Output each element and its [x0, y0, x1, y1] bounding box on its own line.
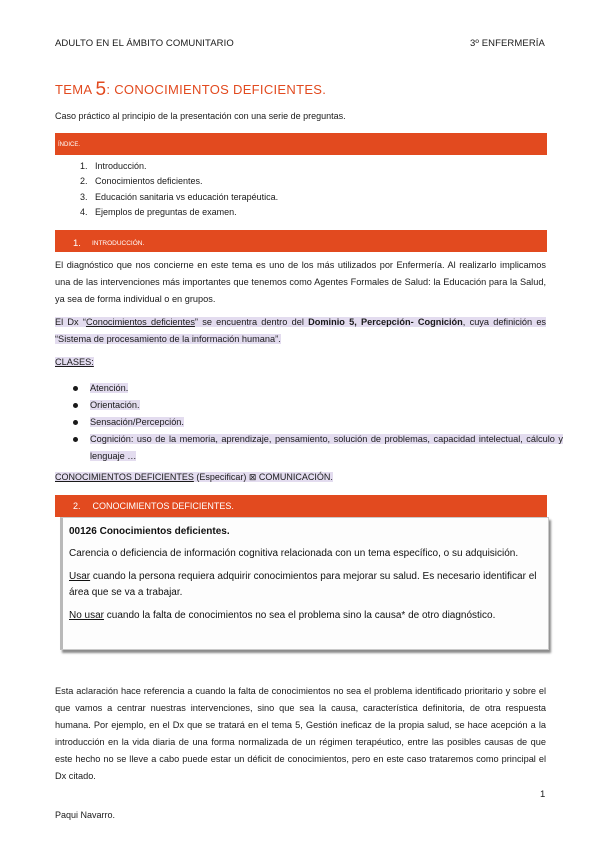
section-1-paragraph: El diagnóstico que nos concierne en este tema es uno de los más utilizados por Enfermería. Al realizarlo implicamos una de las intervenciones más importantes que tenemos como Agentes Formales de Salud: la Educación para la Salud, ya sea de forma individual o en grupos.	[55, 260, 546, 304]
title-number: 5	[95, 79, 107, 100]
page-title	[55, 78, 326, 100]
index-item: 3. Educación sanitaria vs educación terapéutica.	[90, 190, 278, 205]
index-item: 1. Introducción.	[90, 159, 278, 174]
diagnosis-box	[60, 517, 549, 650]
conocimientos-line: CONOCIMIENTOS DEFICIENTES (Especificar) ⊠ COMUNICACIÓN.	[55, 472, 333, 482]
dx-p3: , cuya definición es “Sistema de procesamiento de la información humana”.	[55, 317, 547, 344]
section-2-number: 2.	[73, 501, 81, 511]
clases-label: CLASES:	[55, 357, 94, 367]
section-1-bar	[55, 230, 547, 252]
clase-item: Orientación.	[90, 397, 563, 414]
box-code: 00126	[69, 526, 97, 537]
dx-p2: ” se encuentra dentro del	[194, 317, 309, 327]
box-no-usar: No usar cuando la falta de conocimientos no sea el problema sino la causa* de otro diagnóstico.	[69, 610, 496, 621]
author: Paqui Navarro.	[55, 810, 116, 820]
final-paragraph: Esta aclaración hace referencia a cuando la falta de conocimientos no sea el problema identificado prioritario y sobre el que vamos a centrar nuestras intervenciones, sino que sea la causa, característica definitoria, de otra respuesta humana. Por ejemplo, en el Dx que se tratará en el tema 5, Gestión ineficaz de la propia salud, se hace acepción a la introducción en la vida diaria de una forma normalizada de un régimen terapéutico, entre las posibles causas de que este hecho no se lleve a cabo puede estar un déficit de conocimientos, pero en este caso trataremos como principal el Dx citado.	[55, 686, 546, 781]
section-1-number: 1.	[73, 238, 81, 249]
box-definition: Carencia o deficiencia de información cognitiva relacionada con un tema específico, o su adquisición.	[69, 548, 519, 559]
header-course: 3º ENFERMERÍA	[470, 38, 545, 49]
dx-paragraph	[55, 314, 546, 348]
dx-domain: Dominio 5, Percepción- Cognición	[308, 317, 463, 327]
clases-list	[72, 380, 563, 465]
clase-item: Sensación/Percepción.	[90, 414, 563, 431]
dx-p1: El Dx “	[55, 317, 86, 327]
intro-line: Caso práctico al principio de la presentación con una serie de preguntas.	[55, 111, 346, 121]
index-list	[72, 159, 278, 220]
box-title: 00126 Conocimientos deficientes.	[69, 526, 230, 537]
dx-name: Conocimientos deficientes	[85, 317, 195, 327]
conocimientos-underlined: CONOCIMIENTOS DEFICIENTES	[55, 472, 194, 482]
bullet-icon	[73, 403, 78, 408]
title-prefix: TEMA	[55, 82, 96, 97]
box-usar: Usar cuando la persona requiera adquirir conocimientos para mejorar su salud. Es necesario identificar el área que se va a trabajar.	[69, 571, 537, 598]
section-2-label: CONOCIMIENTOS DEFICIENTES.	[92, 501, 234, 511]
header-subject: ADULTO EN EL ÁMBITO COMUNITARIO	[55, 38, 234, 49]
index-bar-label: ÍNDICE.	[58, 142, 81, 148]
section-1-label: INTRODUCCIÓN.	[91, 240, 145, 247]
title-text: : CONOCIMIENTOS DEFICIENTES.	[106, 82, 327, 97]
index-item: 2. Conocimientos deficientes.	[90, 174, 278, 189]
clase-item: Cognición: uso de la memoria, aprendizaje, pensamiento, solución de problemas, capacidad intelectual, cálculo y lenguaje …	[90, 431, 563, 465]
bullet-icon	[73, 420, 78, 425]
index-bar	[55, 133, 547, 155]
section-2-bar	[55, 495, 547, 517]
index-item: 4. Ejemplos de preguntas de examen.	[90, 205, 278, 220]
clase-item: Atención.	[90, 380, 563, 397]
arrow-icon: ⊠	[248, 472, 257, 482]
page-number: 1	[540, 789, 546, 800]
bullet-icon	[73, 386, 78, 391]
bullet-icon	[73, 437, 78, 442]
